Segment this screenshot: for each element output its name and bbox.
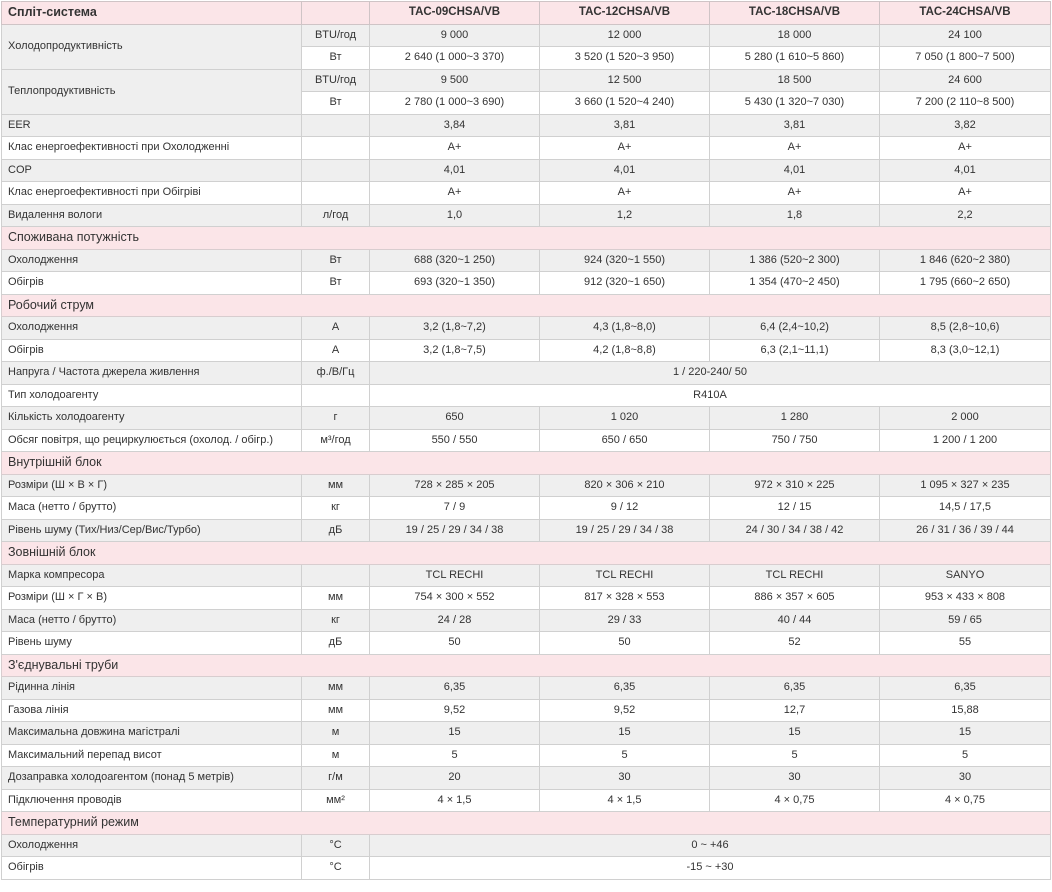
row-label: Холодопродуктивність [2,24,302,69]
row-unit: дБ [302,632,370,655]
row-value-model-2: 6,35 [540,677,710,700]
section-header-row [2,294,1051,317]
row-value-model-1: 2 780 (1 000~3 690) [370,92,540,115]
row-label: EER [2,114,302,137]
row-value-model-2: 650 / 650 [540,429,710,452]
row-label: Обігрів [2,272,302,295]
row-value-model-2: A+ [540,182,710,205]
row-unit [302,182,370,205]
row-unit: мм² [302,789,370,812]
row-value-model-1: 4,01 [370,159,540,182]
spec-table [1,1,1051,880]
row-value-model-2: 912 (320~1 650) [540,272,710,295]
section-header-row [2,227,1051,250]
row-value-model-4: 26 / 31 / 36 / 39 / 44 [880,519,1051,542]
header-row [2,2,1051,25]
row-unit: мм [302,699,370,722]
row-value-model-3: 972 × 310 × 225 [710,474,880,497]
row-value-model-2: 29 / 33 [540,609,710,632]
table-row [2,857,1051,880]
section-title: Споживана потужність [2,227,1051,250]
row-value-model-3: 24 / 30 / 34 / 38 / 42 [710,519,880,542]
row-value-model-2: 3 520 (1 520~3 950) [540,47,710,70]
table-row [2,339,1051,362]
row-value-model-4: 1 846 (620~2 380) [880,249,1051,272]
table-row [2,744,1051,767]
table-row [2,564,1051,587]
row-label: COP [2,159,302,182]
row-value-model-4: 14,5 / 17,5 [880,497,1051,520]
table-row [2,384,1051,407]
table-row [2,632,1051,655]
row-label: Маса (нетто / брутто) [2,497,302,520]
row-unit: А [302,317,370,340]
row-value-model-4: 55 [880,632,1051,655]
row-value-model-4: 4 × 0,75 [880,789,1051,812]
section-header-row [2,542,1051,565]
row-value-model-2: 50 [540,632,710,655]
row-value-model-4: 24 600 [880,69,1051,92]
unit-header-cell [302,2,370,25]
row-value-model-3: 30 [710,767,880,790]
row-label: Рівень шуму (Тих/Низ/Сер/Вис/Турбо) [2,519,302,542]
row-value-model-1: 2 640 (1 000~3 370) [370,47,540,70]
row-value-model-3: 18 000 [710,24,880,47]
row-value-model-2: 1 020 [540,407,710,430]
row-value-model-3: 3,81 [710,114,880,137]
row-unit: м [302,722,370,745]
row-value-model-2: 4 × 1,5 [540,789,710,812]
row-value-model-3: A+ [710,182,880,205]
table-row [2,722,1051,745]
row-unit: дБ [302,519,370,542]
row-value-model-4: 7 050 (1 800~7 500) [880,47,1051,70]
table-row [2,362,1051,385]
row-value-model-3: 5 [710,744,880,767]
row-value-model-3: 1 280 [710,407,880,430]
row-value-model-1: A+ [370,182,540,205]
row-value-merged: R410A [370,384,1051,407]
row-label: Охолодження [2,249,302,272]
row-unit: Вт [302,249,370,272]
row-value-model-2: 19 / 25 / 29 / 34 / 38 [540,519,710,542]
table-row [2,159,1051,182]
row-unit: °C [302,857,370,880]
section-header-row [2,812,1051,835]
row-value-model-2: 30 [540,767,710,790]
row-value-merged: 1 / 220-240/ 50 [370,362,1051,385]
row-value-model-2: A+ [540,137,710,160]
row-value-model-4: 6,35 [880,677,1051,700]
row-label: Рідинна лінія [2,677,302,700]
row-value-model-1: 9 000 [370,24,540,47]
row-label: Видалення вологи [2,204,302,227]
row-value-model-4: 3,82 [880,114,1051,137]
row-unit: мм [302,587,370,610]
row-value-model-2: 9,52 [540,699,710,722]
row-unit: А [302,339,370,362]
table-row [2,317,1051,340]
row-value-model-1: 550 / 550 [370,429,540,452]
row-value-model-4: 24 100 [880,24,1051,47]
row-value-model-3: 5 280 (1 610~5 860) [710,47,880,70]
row-value-model-4: 59 / 65 [880,609,1051,632]
table-row [2,24,1051,47]
row-label: Обігрів [2,857,302,880]
row-unit: Вт [302,272,370,295]
row-value-model-2: 12 000 [540,24,710,47]
row-unit: м³/год [302,429,370,452]
row-value-model-4: 8,3 (3,0~12,1) [880,339,1051,362]
row-value-model-2: 817 × 328 × 553 [540,587,710,610]
table-row [2,137,1051,160]
row-label: Максимальна довжина магістралі [2,722,302,745]
table-row [2,69,1051,92]
row-value-model-2: TCL RECHI [540,564,710,587]
row-value-model-3: 12,7 [710,699,880,722]
row-value-model-1: 3,84 [370,114,540,137]
row-value-model-3: 1,8 [710,204,880,227]
row-unit [302,384,370,407]
table-row [2,609,1051,632]
section-title: Внутрішній блок [2,452,1051,475]
row-value-model-1: 7 / 9 [370,497,540,520]
row-value-model-1: 650 [370,407,540,430]
row-value-model-3: 886 × 357 × 605 [710,587,880,610]
row-value-model-1: A+ [370,137,540,160]
row-unit [302,114,370,137]
row-value-model-1: 3,2 (1,8~7,2) [370,317,540,340]
spec-table-body [2,2,1051,880]
table-row [2,114,1051,137]
row-value-model-2: 820 × 306 × 210 [540,474,710,497]
row-value-merged: -15 ~ +30 [370,857,1051,880]
table-row [2,834,1051,857]
row-value-model-2: 15 [540,722,710,745]
row-unit: мм [302,677,370,700]
row-label: Марка компресора [2,564,302,587]
row-value-model-4: 15,88 [880,699,1051,722]
row-value-model-2: 1,2 [540,204,710,227]
row-value-model-2: 9 / 12 [540,497,710,520]
row-unit [302,159,370,182]
row-label: Дозаправка холодоагентом (понад 5 метрів) [2,767,302,790]
row-label: Охолодження [2,317,302,340]
row-value-model-4: A+ [880,137,1051,160]
row-value-model-1: 20 [370,767,540,790]
row-label: Розміри (Ш × В × Г) [2,474,302,497]
row-label: Рівень шуму [2,632,302,655]
row-value-model-2: 5 [540,744,710,767]
row-label: Кількість холодоагенту [2,407,302,430]
row-label: Розміри (Ш × Г × В) [2,587,302,610]
row-value-model-3: A+ [710,137,880,160]
row-value-model-1: 3,2 (1,8~7,5) [370,339,540,362]
section-title: Зовнішній блок [2,542,1051,565]
row-value-model-1: 1,0 [370,204,540,227]
row-value-model-4: 1 095 × 327 × 235 [880,474,1051,497]
row-unit: BTU/год [302,24,370,47]
row-unit: мм [302,474,370,497]
table-row [2,272,1051,295]
row-value-model-1: 728 × 285 × 205 [370,474,540,497]
row-value-model-4: 2 000 [880,407,1051,430]
table-title: Спліт-система [2,2,302,25]
row-value-model-4: 15 [880,722,1051,745]
row-unit: Вт [302,47,370,70]
row-value-model-4: 953 × 433 × 808 [880,587,1051,610]
row-value-model-1: 4 × 1,5 [370,789,540,812]
row-value-model-4: 2,2 [880,204,1051,227]
row-value-model-4: 4,01 [880,159,1051,182]
row-value-model-1: 15 [370,722,540,745]
table-row [2,519,1051,542]
row-value-model-3: 12 / 15 [710,497,880,520]
row-label: Клас енергоефективності при Обігріві [2,182,302,205]
row-value-model-4: 1 200 / 1 200 [880,429,1051,452]
row-value-merged: 0 ~ +46 [370,834,1051,857]
row-unit: кг [302,609,370,632]
row-value-model-4: 5 [880,744,1051,767]
row-value-model-3: 15 [710,722,880,745]
table-row [2,182,1051,205]
row-value-model-1: 693 (320~1 350) [370,272,540,295]
row-value-model-3: 6,4 (2,4~10,2) [710,317,880,340]
row-value-model-4: 30 [880,767,1051,790]
table-row [2,767,1051,790]
row-value-model-1: 754 × 300 × 552 [370,587,540,610]
row-unit: кг [302,497,370,520]
row-value-model-3: 6,3 (2,1~11,1) [710,339,880,362]
row-unit [302,564,370,587]
row-value-model-3: 750 / 750 [710,429,880,452]
row-value-model-1: TCL RECHI [370,564,540,587]
row-unit: BTU/год [302,69,370,92]
row-label: Напруга / Частота джерела живлення [2,362,302,385]
row-value-model-3: 52 [710,632,880,655]
row-label: Клас енергоефективності при Охолодженні [2,137,302,160]
row-unit: м [302,744,370,767]
row-value-model-3: 18 500 [710,69,880,92]
row-value-model-3: TCL RECHI [710,564,880,587]
row-value-model-3: 1 354 (470~2 450) [710,272,880,295]
model-header-4: TAC-24CHSA/VB [880,2,1051,25]
model-header-3: TAC-18CHSA/VB [710,2,880,25]
row-value-model-2: 4,3 (1,8~8,0) [540,317,710,340]
table-row [2,789,1051,812]
row-value-model-3: 4,01 [710,159,880,182]
section-title: З'єднувальні труби [2,654,1051,677]
section-header-row [2,452,1051,475]
row-value-model-2: 3,81 [540,114,710,137]
section-header-row [2,654,1051,677]
model-header-2: TAC-12CHSA/VB [540,2,710,25]
row-value-model-3: 6,35 [710,677,880,700]
table-row [2,249,1051,272]
row-label: Газова лінія [2,699,302,722]
row-label: Маса (нетто / брутто) [2,609,302,632]
row-value-model-2: 924 (320~1 550) [540,249,710,272]
row-unit: ф./В/Гц [302,362,370,385]
row-value-model-1: 5 [370,744,540,767]
row-value-model-4: SANYO [880,564,1051,587]
row-value-model-3: 5 430 (1 320~7 030) [710,92,880,115]
table-row [2,407,1051,430]
row-value-model-1: 688 (320~1 250) [370,249,540,272]
row-value-model-1: 50 [370,632,540,655]
row-label: Охолодження [2,834,302,857]
table-row [2,474,1051,497]
row-value-model-4: 1 795 (660~2 650) [880,272,1051,295]
section-title: Температурний режим [2,812,1051,835]
table-row [2,204,1051,227]
row-label: Теплопродуктивність [2,69,302,114]
row-value-model-2: 4,2 (1,8~8,8) [540,339,710,362]
row-value-model-3: 4 × 0,75 [710,789,880,812]
row-unit: л/год [302,204,370,227]
table-row [2,677,1051,700]
row-label: Підключення проводів [2,789,302,812]
row-value-model-1: 24 / 28 [370,609,540,632]
row-value-model-4: 8,5 (2,8~10,6) [880,317,1051,340]
row-unit [302,137,370,160]
row-value-model-2: 4,01 [540,159,710,182]
row-label: Обігрів [2,339,302,362]
row-value-model-3: 40 / 44 [710,609,880,632]
table-row [2,429,1051,452]
row-value-model-1: 6,35 [370,677,540,700]
table-row [2,699,1051,722]
table-row [2,497,1051,520]
row-label: Обсяг повітря, що рециркулюється (охолод. / обігр.) [2,429,302,452]
section-title: Робочий струм [2,294,1051,317]
row-unit: Вт [302,92,370,115]
row-unit: г [302,407,370,430]
row-label: Максимальний перепад висот [2,744,302,767]
row-value-model-4: 7 200 (2 110~8 500) [880,92,1051,115]
row-unit: °C [302,834,370,857]
row-value-model-1: 19 / 25 / 29 / 34 / 38 [370,519,540,542]
row-label: Тип холодоагенту [2,384,302,407]
row-value-model-1: 9 500 [370,69,540,92]
row-value-model-2: 12 500 [540,69,710,92]
row-value-model-4: A+ [880,182,1051,205]
table-row [2,587,1051,610]
model-header-1: TAC-09CHSA/VB [370,2,540,25]
row-value-model-1: 9,52 [370,699,540,722]
row-value-model-2: 3 660 (1 520~4 240) [540,92,710,115]
row-unit: г/м [302,767,370,790]
row-value-model-3: 1 386 (520~2 300) [710,249,880,272]
